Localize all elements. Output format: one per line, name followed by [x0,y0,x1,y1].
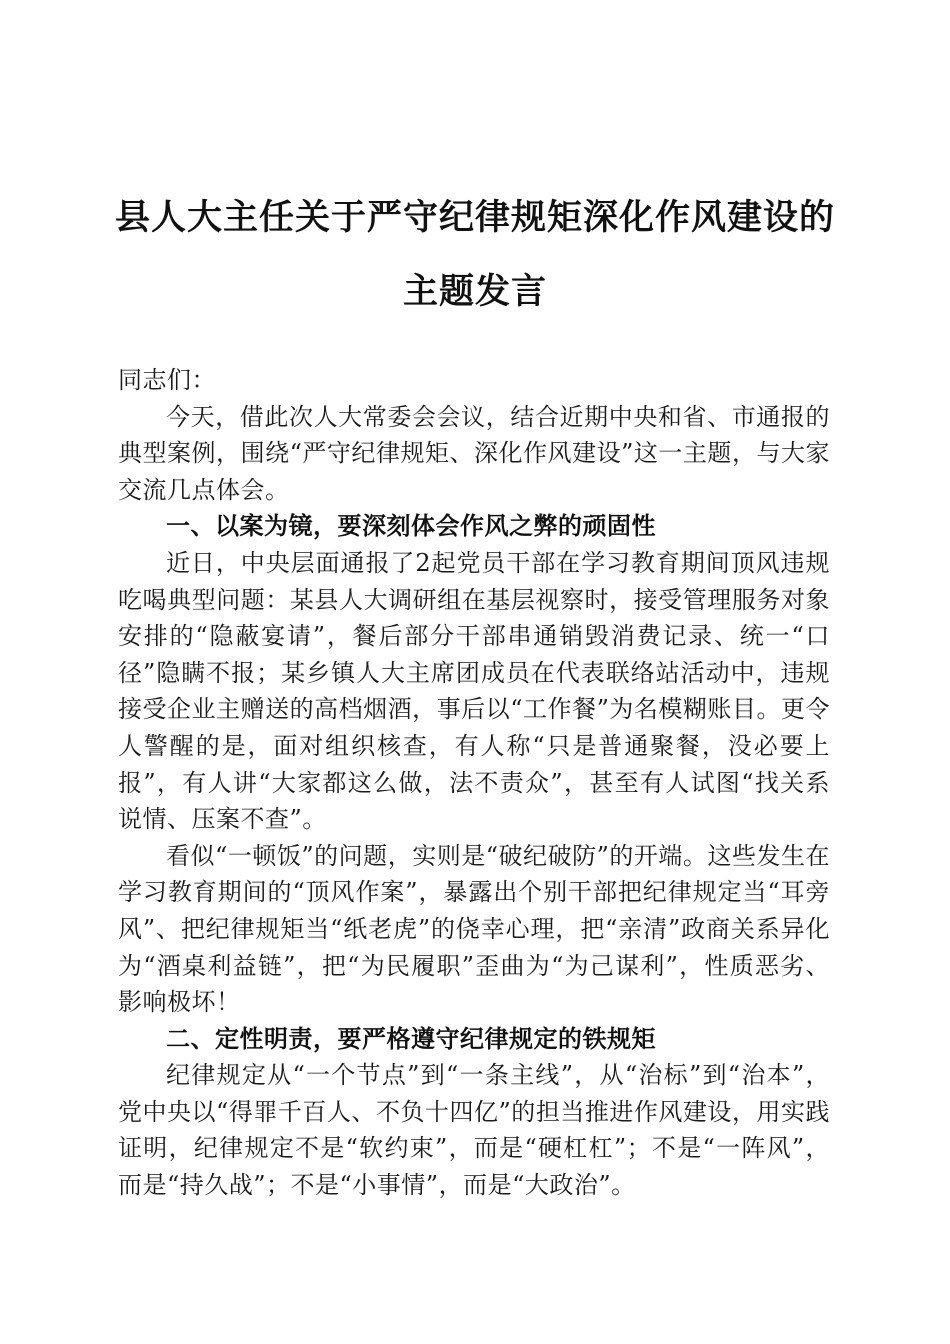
document-title-line-1: 县人大主任关于严守纪律规矩深化作风建设的 [114,198,835,238]
salutation: 同志们： [118,366,216,394]
document-body [118,362,830,1204]
section-1-paragraph-2: 看似“一顿饭”的问题，实则是“破纪破防”的开端。这些发生在学习教育期间的“顶风作案”，暴露出个别干部把纪律规定当“耳旁风”、把纪律规矩当“纸老虎”的侥幸心理，把“亲清”政商关系异化为“酒桌利益链”，把“为民履职”歪曲为“为己谋利”，性质恶劣、影响极坏！ [118,841,830,1017]
document-title-line-2: 主题发言 [402,272,547,312]
section-2-paragraph-1: 纪律规定从“一个节点”到“一条主线”，从“治标”到“治本”，党中央以“得罪千百人、不负十四亿”的担当推进作风建设，用实践证明，纪律规定不是“软约束”，而是“硬杠杠”；不是“一阵风”，而是“持久战”；不是“小事情”，而是“大政治”。 [118,1061,830,1200]
section-1-heading: 一、以案为镜，要深刻体会作风之弊的顽固性 [166,512,656,541]
section-2-heading: 二、定性明责，要严格遵守纪律规定的铁规矩 [166,1024,656,1053]
section-1-paragraph-1: 近日，中央层面通报了2起党员干部在学习教育期间顶风违规吃喝典型问题：某县人大调研组在基层视察时，接受管理服务对象安排的“隐蔽宴请”，餐后部分干部串通销毁消费记录、统一“口径”隐瞒不报；某乡镇人大主席团成员在代表联络站活动中，违规接受企业主赠送的高档烟酒，事后以“工作餐”为名模糊账目。更令人警醒的是，面对组织核查，有人称“只是普通聚餐，没必要上报”，有人讲“大家都这么做，法不责众”，甚至有人试图“找关系说情、压案不查”。 [118,548,830,834]
intro-paragraph: 今天，借此次人大常委会会议，结合近期中央和省、市通报的典型案例，围绕“严守纪律规矩、深化作风建设”这一主题，与大家交流几点体会。 [118,402,830,504]
